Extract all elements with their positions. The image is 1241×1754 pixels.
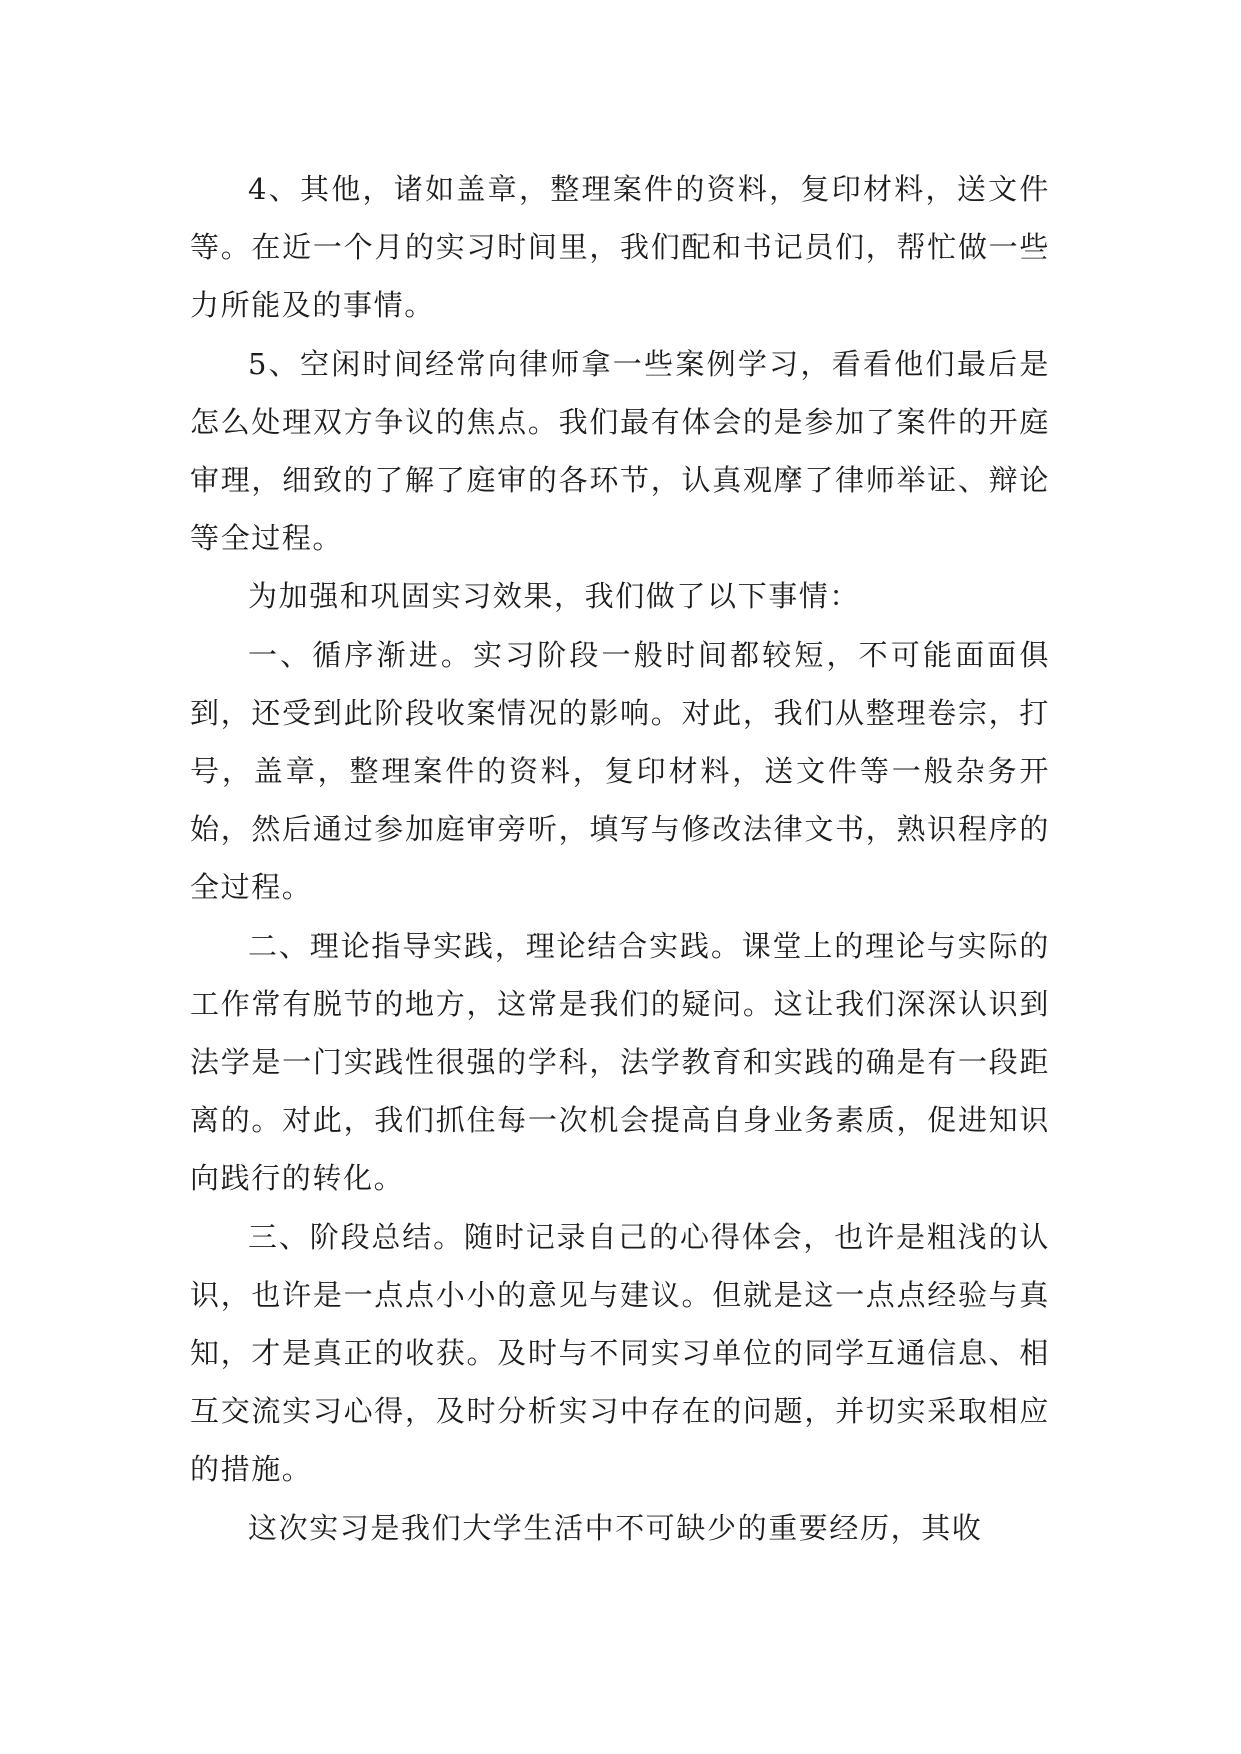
- paragraph-point-3: 三、阶段总结。随时记录自己的心得体会，也许是粗浅的认识，也许是一点点小小的意见与建议。但就是这一点点经验与真知，才是真正的收获。及时与不同实习单位的同学互通信息、相互交流实习心得，及时分析实习中存在的问题，并切实采取相应的措施。: [190, 1219, 1050, 1487]
- paragraph-point-1: 一、循序渐进。实习阶段一般时间都较短，不可能面面俱到，还受到此阶段收案情况的影响。对此，我们从整理卷宗，打号，盖章，整理案件的资料，复印材料，送文件等一般杂务开始，然后通过参加庭审旁听，填写与修改法律文书，熟识程序的全过程。: [190, 637, 1050, 905]
- paragraph-item-4: 4、其他，诸如盖章，整理案件的资料，复印材料，送文件等。在近一个月的实习时间里，我们配和书记员们，帮忙做一些力所能及的事情。: [190, 172, 1050, 323]
- paragraph-item-5: 5、空闲时间经常向律师拿一些案例学习，看看他们最后是怎么处理双方争议的焦点。我们最有体会的是参加了案件的开庭审理，细致的了解了庭审的各环节，认真观摩了律师举证、辩论等全过程。: [190, 346, 1050, 556]
- paragraph-point-2: 二、理论指导实践，理论结合实践。课堂上的理论与实际的工作常有脱节的地方，这常是我们的疑问。这让我们深深认识到法学是一门实践性很强的学科，法学教育和实践的确是有一段距离的。对此，我们抓住每一次机会提高自身业务素质，促进知识向践行的转化。: [190, 928, 1050, 1196]
- paragraph-intro: 为加强和巩固实习效果，我们做了以下事情：: [248, 579, 861, 614]
- document-body: [190, 160, 1050, 1557]
- paragraph-conclusion: 这次实习是我们大学生活中不可缺少的重要经历，其收: [248, 1510, 983, 1545]
